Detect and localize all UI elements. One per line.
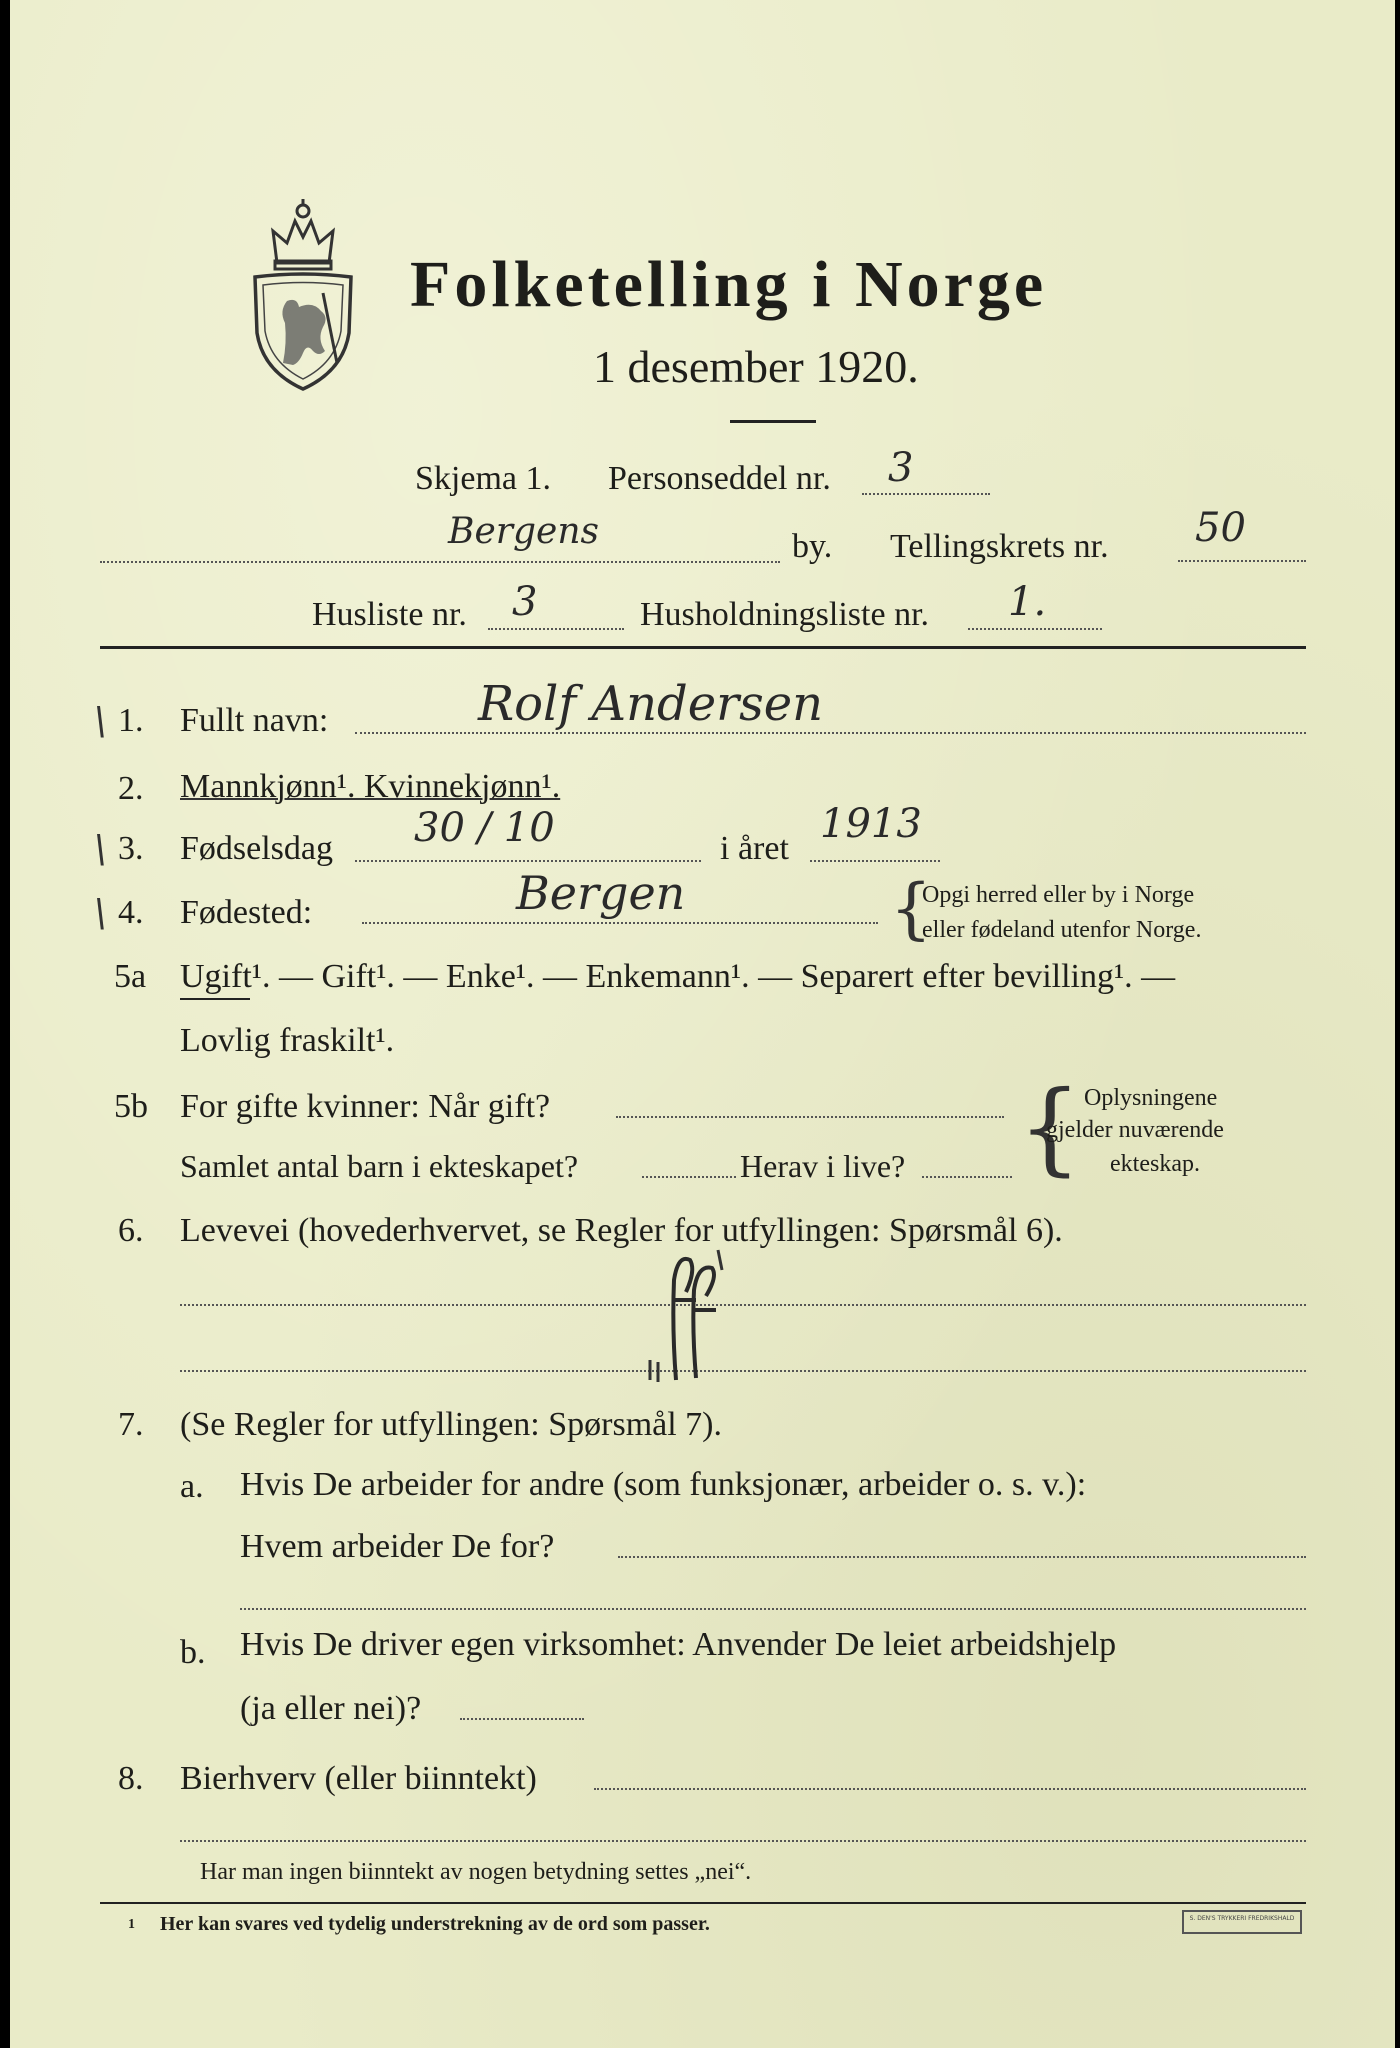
census-date: 1 desember 1920.: [593, 341, 919, 392]
q7b-line2: (ja eller nei)?: [240, 1690, 422, 1727]
footnote: Her kan svares ved tydelig understrekning av de ord som passer.: [160, 1913, 710, 1935]
q4-label: Fødested:: [180, 894, 313, 931]
q1-label: Fullt navn:: [180, 702, 329, 739]
q2-gender-options: Mannkjønn¹. Kvinnekjønn¹.: [180, 768, 561, 805]
husholdningsliste-value[interactable]: 1.: [1008, 579, 1047, 625]
q5b-children-label: Samlet antal barn i ekteskapet?: [180, 1148, 579, 1184]
husholdningsliste-line: [968, 628, 1102, 630]
q5b-note-line1: Oplysningene: [1084, 1085, 1218, 1111]
footer-note: Har man ingen biinntekt av nogen betydning settes „nei“.: [200, 1859, 752, 1885]
city-line: [100, 561, 780, 563]
q4-line: [362, 922, 878, 924]
printer-stamp: [1182, 1910, 1302, 1934]
q1-line: [355, 732, 1306, 734]
q5b-note-brace: {: [1018, 1069, 1082, 1186]
husliste-line: [488, 628, 624, 630]
q7a-line2: Hvem arbeider De for?: [240, 1528, 555, 1565]
q6-label: Levevei (hovederhvervet, se Regler for utfyllingen: Spørsmål 6).: [180, 1212, 1063, 1249]
q5b-married-label: For gifte kvinner: Når gift?: [180, 1088, 551, 1125]
tellingskrets-line: [1178, 560, 1306, 562]
q3-year-label: i året: [720, 830, 789, 867]
q6-line2: [180, 1370, 1306, 1372]
check-mark-q4: \: [94, 891, 107, 935]
q6-occupation-scribble: [630, 1240, 730, 1390]
q2-number: 2.: [118, 770, 144, 807]
q3-label: Fødselsdag: [180, 830, 333, 867]
q5b-married-line: [616, 1116, 1004, 1118]
footer-divider: [100, 1902, 1306, 1904]
q7a-line1: Hvis De arbeider for andre (som funksjonær, arbeider o. s. v.):: [240, 1466, 1087, 1503]
q4-note-line1: Opgi herred eller by i Norge: [922, 882, 1195, 908]
husliste-label: Husliste nr.: [312, 596, 467, 633]
q1-number: 1.: [118, 702, 144, 739]
q8-line2: [180, 1840, 1306, 1842]
tellingskrets-label: Tellingskrets nr.: [890, 528, 1109, 565]
q7a-employer-line2: [240, 1608, 1306, 1610]
q5a-number: 5a: [114, 958, 147, 995]
personseddel-value[interactable]: 3: [888, 445, 914, 491]
q5b-children-line: [642, 1176, 736, 1178]
schema-label: Skjema 1.: [415, 460, 551, 497]
q5b-alive-line: [922, 1176, 1012, 1178]
title-divider: [730, 420, 816, 423]
husliste-value[interactable]: 3: [512, 579, 538, 625]
printer-stamp-text: S. DEN'S TRYKKERI FREDRIKSHALD: [1189, 1915, 1295, 1922]
q5a-marital-options: Ugift¹. — Gift¹. — Enke¹. — Enkemann¹. — Separert efter bevilling¹. —: [180, 958, 1176, 995]
q4-birthplace-value[interactable]: Bergen: [516, 866, 686, 920]
q3-date-line: [355, 860, 701, 862]
section-divider: [100, 646, 1306, 649]
q8-number: 8.: [118, 1760, 144, 1797]
q4-number: 4.: [118, 894, 144, 931]
q6-number: 6.: [118, 1212, 144, 1249]
q7-label: (Se Regler for utfyllingen: Spørsmål 7).: [180, 1406, 723, 1443]
q7b-letter: b.: [180, 1634, 206, 1671]
q8-line1: [594, 1788, 1306, 1790]
q5a-marital-options-cont: Lovlig fraskilt¹.: [180, 1022, 395, 1059]
q5b-alive-label: Herav i live?: [740, 1148, 906, 1184]
q7b-line1: Hvis De driver egen virksomhet: Anvender De leiet arbeidshjelp: [240, 1626, 1117, 1663]
husholdningsliste-label: Husholdningsliste nr.: [640, 596, 930, 633]
q6-line1: [180, 1304, 1306, 1306]
q3-year-value[interactable]: 1913: [820, 801, 922, 847]
q5b-note-line2: gjelder nuværende: [1046, 1117, 1224, 1143]
q7b-answer-line: [460, 1718, 584, 1720]
q1-full-name-value[interactable]: Rolf Andersen: [478, 676, 824, 732]
q5a-ugift-underline: [180, 998, 250, 1000]
norwegian-coat-of-arms-icon: [243, 193, 363, 393]
q7a-letter: a.: [180, 1468, 204, 1505]
q7-number: 7.: [118, 1406, 144, 1443]
check-mark-q3: \: [94, 827, 107, 871]
q8-label: Bierhverv (eller biinntekt): [180, 1760, 537, 1797]
footnote-mark: 1: [128, 1917, 135, 1932]
check-mark-q1: \: [94, 699, 107, 743]
q3-birthdate-value[interactable]: 30 / 10: [414, 805, 555, 851]
page-title: Folketelling i Norge: [410, 248, 1048, 321]
q4-note-line2: eller fødeland utenfor Norge.: [922, 917, 1202, 943]
personseddel-label: Personseddel nr.: [608, 460, 831, 497]
city-by-label: by.: [792, 528, 833, 565]
city-value[interactable]: Bergens: [448, 511, 599, 552]
personseddel-line: [862, 493, 990, 495]
census-form: [10, 0, 1395, 2048]
q3-year-line: [810, 860, 940, 862]
q5b-note-line3: ekteskap.: [1110, 1151, 1200, 1177]
q3-number: 3.: [118, 830, 144, 867]
q5b-number: 5b: [114, 1088, 148, 1125]
q7a-employer-line: [618, 1556, 1306, 1558]
tellingskrets-value[interactable]: 50: [1195, 505, 1246, 551]
q4-note-brace: {: [890, 870, 932, 947]
